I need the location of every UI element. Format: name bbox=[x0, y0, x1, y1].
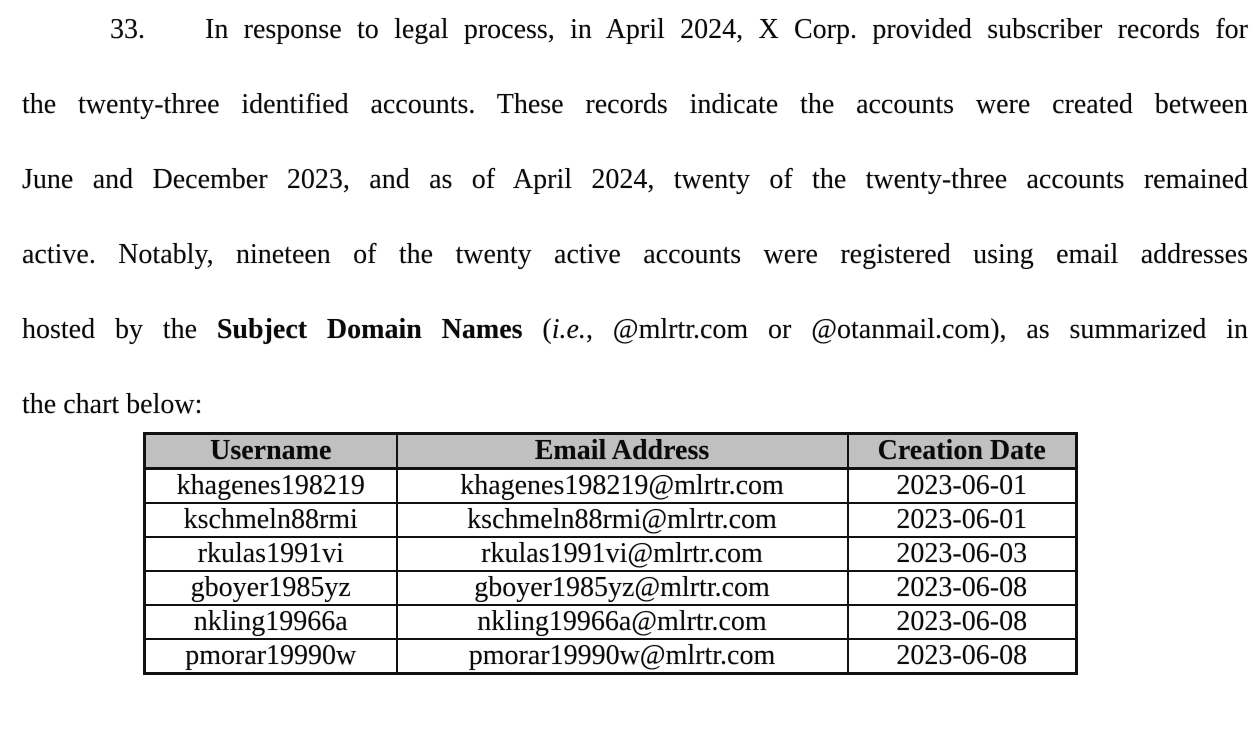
column-header-email-address: Email Address bbox=[397, 434, 848, 469]
subject-domain-names-bold-text: Subject Domain Names bbox=[216, 314, 523, 345]
username-cell: pmorar19990w bbox=[145, 639, 397, 674]
ie-italic-text: i.e. bbox=[551, 314, 586, 345]
paragraph-line-3 bbox=[22, 142, 1248, 217]
username-cell: gboyer1985yz bbox=[145, 571, 397, 605]
creation-date-cell: 2023-06-08 bbox=[848, 571, 1077, 605]
username-cell: khagenes198219 bbox=[145, 469, 397, 504]
table-row bbox=[145, 537, 1077, 571]
paragraph-number: 33. bbox=[110, 14, 145, 45]
username-cell: nkling19966a bbox=[145, 605, 397, 639]
username-cell: kschmeln88rmi bbox=[145, 503, 397, 537]
creation-date-cell: 2023-06-01 bbox=[848, 503, 1077, 537]
paragraph-text: the chart below: bbox=[22, 389, 203, 420]
creation-date-cell: 2023-06-08 bbox=[848, 639, 1077, 674]
creation-date-cell: 2023-06-03 bbox=[848, 537, 1077, 571]
paragraph-line-1 bbox=[22, 0, 1248, 67]
paragraph-text: ( bbox=[522, 314, 552, 345]
table-row bbox=[145, 469, 1077, 504]
paragraph-line-5 bbox=[22, 292, 1248, 367]
column-header-username: Username bbox=[145, 434, 397, 469]
paragraph-text: , @mlrtr.com or @otanmail.com), as summarized in bbox=[585, 314, 1248, 345]
table-row bbox=[145, 605, 1077, 639]
table-row bbox=[145, 571, 1077, 605]
email-cell: kschmeln88rmi@mlrtr.com bbox=[397, 503, 848, 537]
email-cell: nkling19966a@mlrtr.com bbox=[397, 605, 848, 639]
paragraph-line-6 bbox=[22, 367, 1248, 442]
email-cell: pmorar19990w@mlrtr.com bbox=[397, 639, 848, 674]
creation-date-cell: 2023-06-08 bbox=[848, 605, 1077, 639]
paragraph-text: active. Notably, nineteen of the twenty active accounts were registered using email addresses bbox=[22, 239, 1248, 270]
table-header-row bbox=[145, 434, 1077, 469]
paragraph-line-2 bbox=[22, 67, 1248, 142]
paragraph-text: hosted by the bbox=[22, 314, 217, 345]
column-header-creation-date: Creation Date bbox=[848, 434, 1077, 469]
paragraph-line-4 bbox=[22, 217, 1248, 292]
paragraph-text: In response to legal process, in April 2024, X Corp. provided subscriber records for bbox=[205, 14, 1248, 45]
subscriber-records-table bbox=[143, 432, 1078, 675]
email-cell: khagenes198219@mlrtr.com bbox=[397, 469, 848, 504]
paragraph-text: June and December 2023, and as of April 2024, twenty of the twenty-three accounts remained bbox=[22, 164, 1248, 195]
paragraph-text: the twenty-three identified accounts. These records indicate the accounts were created between bbox=[22, 89, 1248, 120]
email-cell: gboyer1985yz@mlrtr.com bbox=[397, 571, 848, 605]
creation-date-cell: 2023-06-01 bbox=[848, 469, 1077, 504]
table-row bbox=[145, 639, 1077, 674]
table-row bbox=[145, 503, 1077, 537]
username-cell: rkulas1991vi bbox=[145, 537, 397, 571]
email-cell: rkulas1991vi@mlrtr.com bbox=[397, 537, 848, 571]
